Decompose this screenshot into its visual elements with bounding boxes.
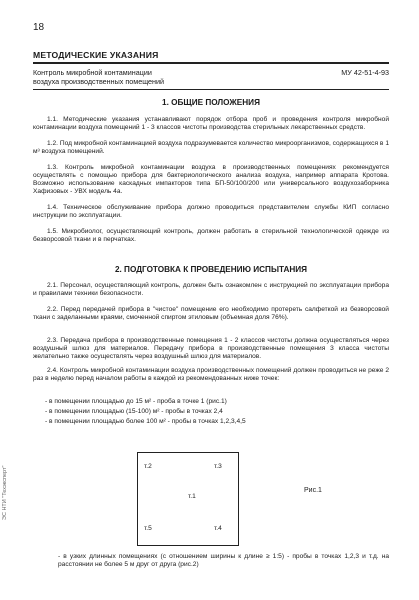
document-subject [33,68,273,86]
sampling-point-2: т.2 [144,463,152,470]
paragraph-1-4: 1.4. Техническое обслуживание прибора должно проводиться представителем службы КИП согласно инструкции по эксплуатации. [33,204,389,219]
paragraph-2-2: 2.2. Перед передачей прибора в "чистое" помещение его необходимо протереть салфеткой из безворсовой ткани с заделанными краями, смоченной спиртом этиловым (объемная доля 76%). [33,306,389,321]
subject-line-2: воздуха производственных помещений [33,77,165,86]
vertical-watermark: ЭС НТИ "Техэксперт" [2,465,8,520]
subject-line-1: Контроль микробной контаминации [33,68,152,77]
series-title: МЕТОДИЧЕСКИЕ УКАЗАНИЯ [33,50,159,60]
paragraph-1-5: 1.5. Микробиолог, осуществляющий контроль, должен работать в стерильной технологической одежде из безворсовой ткани и в перчатках. [33,228,389,243]
paragraph-2-4: 2.4. Контроль микробной контаминации воздуха производственных помещений должен проводиться не реже 2 раз в неделю перед началом работы в каждой из рекомендованных ниже точек: [33,367,389,382]
sampling-point-3: т.3 [214,463,222,470]
paragraph-2-1: 2.1. Персонал, осуществляющий контроль, должен быть ознакомлен с инструкцией по эксплуатации прибора и правилами техники безопасности. [33,282,389,297]
document-code: МУ 42-51-4-93 [341,68,389,77]
section-2-title: 2. ПОДГОТОВКА К ПРОВЕДЕНИЮ ИСПЫТАНИЯ [114,265,308,274]
page-number: 18 [33,22,45,33]
header-rule-bottom [33,89,389,90]
paragraph-1-1: 1.1. Методические указания устанавливают порядок отбора проб и проведения контроля микробной контаминации воздуха помещений 1 - 3 классов чистоты производства стерильных лекарственных средств. [33,116,389,131]
list-item-narrow-rooms: - в узких длинных помещениях (с отношением ширины к длине ≥ 1:5) - пробы в точках 1,2,3 и т.д. на расстоянии не более 5 м друг от друга (рис.2) [58,553,389,568]
sampling-points-diagram [137,452,239,546]
paragraph-1-2: 1.2. Под микробной контаминацией воздуха подразумевается количество микроорганизмов, содержащихся в 1 м³ воздуха помещений. [33,140,389,155]
header-rule-top [33,62,389,64]
paragraph-1-3: 1.3. Контроль микробной контаминации воздуха в производственных помещениях рекомендуется осуществлять с помощью прибора для бактериологического анализа воздуха, например аппарата Кротова. Возможно использование каскадных импакторов типа БП-50/100/200 или универсального воздухозаборника Хафизовых - УВХ модель 4а. [33,164,389,195]
section-1-title: 1. ОБЩИЕ ПОЛОЖЕНИЯ [162,98,260,107]
list-item-area-small: - в помещении площадью до 15 м² - проба в точке 1 (рис.1) [45,398,227,405]
sampling-point-1: т.1 [188,493,196,500]
list-item-area-large: - в помещении площадью более 100 м² - пробы в точках 1,2,3,4,5 [45,418,246,425]
list-item-area-medium: - в помещении площадью (15-100) м² - пробы в точках 2,4 [45,408,223,415]
paragraph-2-3: 2.3. Передача прибора в производственные помещения 1 - 2 классов чистоты должна осуществляться через воздушный шлюз для материалов. Передачу прибора в производственные помещения 3 класса чистоты желательно также осуществлять через воздушный шлюз для материалов. [33,337,389,360]
figure-caption: Рис.1 [304,487,322,494]
sampling-point-4: т.4 [214,525,222,532]
sampling-point-5: т.5 [144,525,152,532]
